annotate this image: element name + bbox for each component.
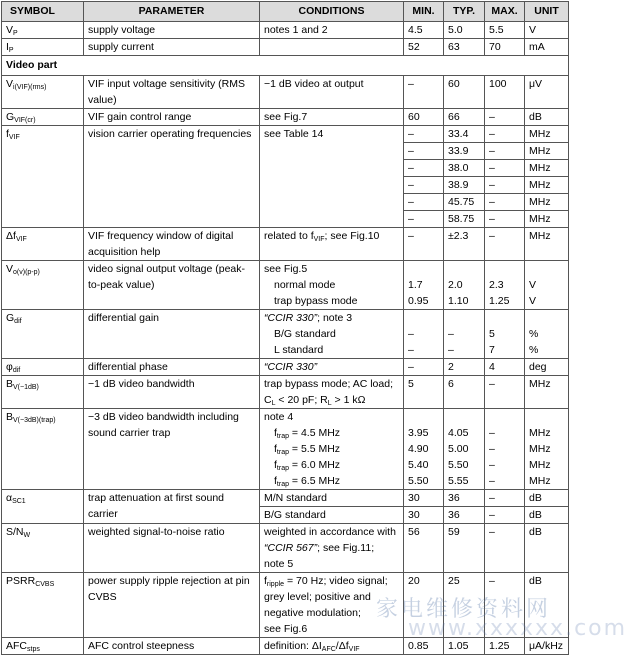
max-cell: –: [485, 490, 525, 507]
parameter-cell: trap attenuation at first sound carrier: [84, 490, 260, 524]
typ-cell: 5.50: [444, 457, 485, 473]
max-cell: 100: [485, 76, 525, 109]
unit-cell: V: [525, 22, 569, 39]
typ-cell: 36: [444, 490, 485, 507]
parameter-cell: vision carrier operating frequencies: [84, 126, 260, 228]
header-typ: TYP.: [444, 2, 485, 22]
typ-cell: 63: [444, 39, 485, 56]
min-cell: 4.90: [404, 441, 444, 457]
typ-cell: 60: [444, 76, 485, 109]
min-cell: 0.95: [404, 293, 444, 310]
unit-cell: dB: [525, 490, 569, 507]
electrical-characteristics-table: [1, 1, 569, 655]
parameter-cell: AFC control steepness: [84, 638, 260, 655]
typ-cell: 66: [444, 109, 485, 126]
conditions-cell: $f_{trap} = 6.5$ MHz: [260, 473, 404, 490]
max-cell: –: [485, 524, 525, 573]
parameter-cell: differential gain: [84, 310, 260, 359]
typ-cell: 1.10: [444, 293, 485, 310]
max-cell: –: [485, 425, 525, 441]
typ-cell: 1.05: [444, 638, 485, 655]
unit-cell: MHz: [525, 126, 569, 143]
table-row-gdif: [2, 310, 569, 327]
unit-cell: %: [525, 342, 569, 359]
max-cell: 70: [485, 39, 525, 56]
max-cell: –: [485, 473, 525, 490]
typ-cell: 58.75: [444, 211, 485, 228]
table-row-vif-sensitivity: [2, 76, 569, 109]
conditions-cell: −1 dB video at output: [260, 76, 404, 109]
unit-cell: mA: [525, 39, 569, 56]
typ-cell: 59: [444, 524, 485, 573]
table-row-snw: [2, 524, 569, 573]
header-unit: UNIT: [525, 2, 569, 22]
table-row-vo: [2, 261, 569, 278]
max-cell: 5: [485, 326, 525, 342]
typ-cell: –: [444, 326, 485, 342]
typ-cell: 38.0: [444, 160, 485, 177]
parameter-cell: supply voltage: [84, 22, 260, 39]
max-cell: –: [485, 109, 525, 126]
unit-cell: dB: [525, 109, 569, 126]
conditions-cell: related to $f_{VIF}$; see Fig.10: [260, 228, 404, 261]
max-cell: –: [485, 228, 525, 261]
conditions-cell: “CCIR 330”: [260, 359, 404, 376]
parameter-cell: video signal output voltage (peak-to-peak value): [84, 261, 260, 310]
unit-cell: deg: [525, 359, 569, 376]
typ-cell: 2: [444, 359, 485, 376]
parameter-cell: VIF frequency window of digital acquisition help: [84, 228, 260, 261]
unit-cell: dB: [525, 573, 569, 638]
typ-cell: 4.05: [444, 425, 485, 441]
min-cell: 5: [404, 376, 444, 409]
min-cell: –: [404, 194, 444, 211]
unit-cell: MHz: [525, 143, 569, 160]
parameter-cell: differential phase: [84, 359, 260, 376]
unit-cell: V: [525, 293, 569, 310]
conditions-cell: $f_{trap} = 5.5$ MHz: [260, 441, 404, 457]
symbol-cell: $B_{V(-3dB)(trap)}$: [2, 409, 84, 490]
symbol-cell: $\varphi_{dif}$: [2, 359, 84, 376]
symbol-cell: $V_P$: [2, 22, 84, 39]
min-cell: –: [404, 177, 444, 194]
max-cell: –: [485, 194, 525, 211]
symbol-cell: $V_{i(VIF)(rms)}$: [2, 76, 84, 109]
conditions-cell: “CCIR 330”; note 3: [260, 310, 404, 327]
header-row: [2, 2, 569, 22]
parameter-cell: power supply ripple rejection at pin CVBS: [84, 573, 260, 638]
typ-cell: 5.00: [444, 441, 485, 457]
min-cell: 3.95: [404, 425, 444, 441]
symbol-cell: $G_{dif}$: [2, 310, 84, 359]
conditions-cell: trap bypass mode; AC load; $C_L < 20$ pF; $R_L > 1$ kΩ: [260, 376, 404, 409]
unit-cell: MHz: [525, 376, 569, 409]
min-cell: –: [404, 160, 444, 177]
min-cell: 5.40: [404, 457, 444, 473]
table-row-vp: [2, 22, 569, 39]
typ-cell: 5.0: [444, 22, 485, 39]
parameter-cell: VIF input voltage sensitivity (RMS value): [84, 76, 260, 109]
min-cell: –: [404, 326, 444, 342]
conditions-cell: B/G standard: [260, 507, 404, 524]
section-title: Video part: [2, 56, 569, 76]
typ-cell: 5.55: [444, 473, 485, 490]
unit-cell: MHz: [525, 228, 569, 261]
min-cell: 56: [404, 524, 444, 573]
conditions-cell: notes 1 and 2: [260, 22, 404, 39]
table-row-psrr: [2, 573, 569, 638]
max-cell: 4: [485, 359, 525, 376]
watermark-url: www.xxxxxx.com: [408, 616, 627, 641]
table-row-afc: [2, 638, 569, 655]
conditions-cell: B/G standard: [260, 326, 404, 342]
min-cell: 5.50: [404, 473, 444, 490]
unit-cell: dB: [525, 507, 569, 524]
min-cell: –: [404, 211, 444, 228]
conditions-cell: normal mode: [260, 277, 404, 293]
max-cell: –: [485, 126, 525, 143]
max-cell: –: [485, 507, 525, 524]
symbol-cell: $f_{VIF}$: [2, 126, 84, 228]
typ-cell: 38.9: [444, 177, 485, 194]
min-cell: 1.7: [404, 277, 444, 293]
typ-cell: 36: [444, 507, 485, 524]
symbol-cell: $\alpha_{SC1}$: [2, 490, 84, 524]
min-cell: 30: [404, 507, 444, 524]
max-cell: 7: [485, 342, 525, 359]
table-row-fvif: [2, 126, 569, 143]
conditions-cell: M/N standard: [260, 490, 404, 507]
max-cell: 5.5: [485, 22, 525, 39]
unit-cell: MHz: [525, 211, 569, 228]
unit-cell: dB: [525, 524, 569, 573]
header-min: MIN.: [404, 2, 444, 22]
min-cell: –: [404, 359, 444, 376]
conditions-cell: see Fig.7: [260, 109, 404, 126]
max-cell: –: [485, 573, 525, 638]
conditions-cell: trap bypass mode: [260, 293, 404, 310]
max-cell: 1.25: [485, 293, 525, 310]
symbol-cell: $PSRR_{CVBS}$: [2, 573, 84, 638]
conditions-cell: $f_{trap} = 4.5$ MHz: [260, 425, 404, 441]
min-cell: 52: [404, 39, 444, 56]
max-cell: –: [485, 376, 525, 409]
min-cell: 60: [404, 109, 444, 126]
max-cell: –: [485, 143, 525, 160]
typ-cell: 25: [444, 573, 485, 638]
min-cell: –: [404, 228, 444, 261]
parameter-cell: weighted signal-to-noise ratio: [84, 524, 260, 573]
symbol-cell: $I_P$: [2, 39, 84, 56]
parameter-cell: supply current: [84, 39, 260, 56]
parameter-cell: VIF gain control range: [84, 109, 260, 126]
min-cell: 4.5: [404, 22, 444, 39]
unit-cell: MHz: [525, 473, 569, 490]
table-row-bv-3db: [2, 409, 569, 426]
unit-cell: μA/kHz: [525, 638, 569, 655]
table-row-bv-1db: [2, 376, 569, 409]
unit-cell: MHz: [525, 425, 569, 441]
table-row-dfvif: [2, 228, 569, 261]
unit-cell: %: [525, 326, 569, 342]
min-cell: –: [404, 143, 444, 160]
unit-cell: MHz: [525, 194, 569, 211]
header-parameter: PARAMETER: [84, 2, 260, 22]
unit-cell: MHz: [525, 441, 569, 457]
unit-cell: V: [525, 277, 569, 293]
symbol-cell: $B_{V(-1dB)}$: [2, 376, 84, 409]
conditions-cell: note 4: [260, 409, 404, 426]
header-symbol: SYMBOL: [2, 2, 84, 22]
conditions-cell: $f_{trap} = 6.0$ MHz: [260, 457, 404, 473]
symbol-cell: $AFC_{stps}$: [2, 638, 84, 655]
header-conditions: CONDITIONS: [260, 2, 404, 22]
parameter-cell: −1 dB video bandwidth: [84, 376, 260, 409]
table-row-ip: [2, 39, 569, 56]
typ-cell: ±2.3: [444, 228, 485, 261]
unit-cell: MHz: [525, 160, 569, 177]
conditions-cell: definition: $\Delta I_{AFC}/\Delta f_{VIF}$: [260, 638, 404, 655]
unit-cell: MHz: [525, 457, 569, 473]
parameter-cell: −3 dB video bandwidth including sound carrier trap: [84, 409, 260, 490]
max-cell: 2.3: [485, 277, 525, 293]
conditions-cell: $f_{ripple} = 70$ Hz; video signal; grey level; positive and negative modulation; see Fig.6: [260, 573, 404, 638]
unit-cell: μV: [525, 76, 569, 109]
max-cell: –: [485, 457, 525, 473]
max-cell: –: [485, 160, 525, 177]
typ-cell: 33.9: [444, 143, 485, 160]
symbol-cell: $V_{o(v)(p-p)}$: [2, 261, 84, 310]
symbol-cell: $G_{VIF(cr)}$: [2, 109, 84, 126]
min-cell: –: [404, 76, 444, 109]
table-row-asc1-mn: [2, 490, 569, 507]
max-cell: 1.25: [485, 638, 525, 655]
min-cell: 0.85: [404, 638, 444, 655]
max-cell: –: [485, 441, 525, 457]
typ-cell: 2.0: [444, 277, 485, 293]
max-cell: –: [485, 211, 525, 228]
max-cell: –: [485, 177, 525, 194]
symbol-cell: $S/N_W$: [2, 524, 84, 573]
conditions-cell: see Fig.5: [260, 261, 404, 278]
typ-cell: 45.75: [444, 194, 485, 211]
section-row-video-part: [2, 56, 569, 76]
min-cell: –: [404, 342, 444, 359]
conditions-cell: L standard: [260, 342, 404, 359]
min-cell: –: [404, 126, 444, 143]
conditions-cell: weighted in accordance with “CCIR 567”; see Fig.11; note 5: [260, 524, 404, 573]
table-row-phidif: [2, 359, 569, 376]
min-cell: 30: [404, 490, 444, 507]
typ-cell: –: [444, 342, 485, 359]
symbol-cell: $\Delta f_{VIF}$: [2, 228, 84, 261]
unit-cell: MHz: [525, 177, 569, 194]
conditions-cell: [260, 39, 404, 56]
typ-cell: 6: [444, 376, 485, 409]
header-max: MAX.: [485, 2, 525, 22]
min-cell: 20: [404, 573, 444, 638]
table-row-gvif: [2, 109, 569, 126]
typ-cell: 33.4: [444, 126, 485, 143]
conditions-cell: see Table 14: [260, 126, 404, 228]
watermark-text: 家电维修资料网: [376, 597, 552, 622]
